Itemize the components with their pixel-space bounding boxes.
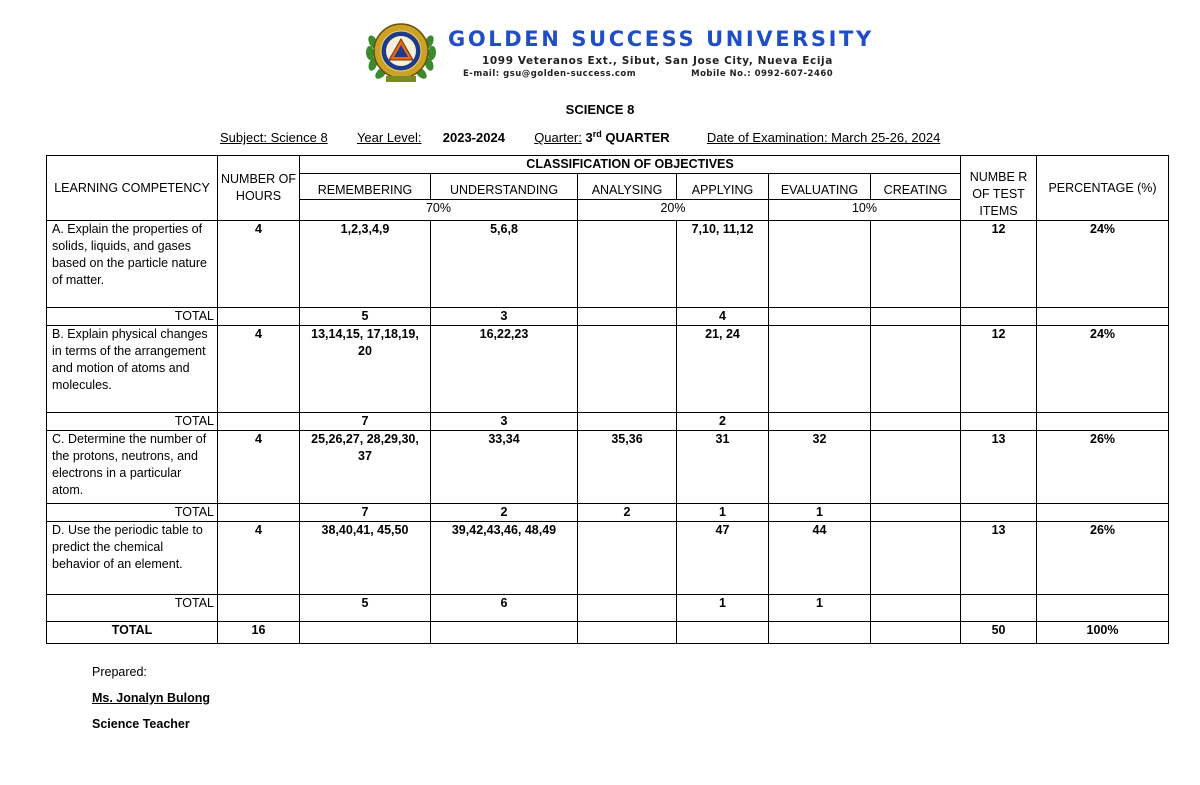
quarter-label: Quarter:	[534, 130, 582, 146]
header-understanding: UNDERSTANDING	[431, 174, 578, 200]
analysing-cell: 35,36	[578, 431, 677, 504]
percentage-cell: 24%	[1037, 326, 1169, 413]
total-label: TOTAL	[47, 504, 218, 522]
total-applying: 1	[677, 595, 769, 622]
university-contact	[463, 69, 833, 79]
analysing-cell	[578, 326, 677, 413]
header-test-items: NUMBE R OF TEST ITEMS	[961, 156, 1037, 221]
creating-cell	[871, 326, 961, 413]
hours-cell: 4	[218, 221, 300, 308]
table-row	[47, 221, 1169, 308]
table-row	[47, 326, 1169, 413]
header-competency: LEARNING COMPETENCY	[47, 156, 218, 221]
percentage-cell: 24%	[1037, 221, 1169, 308]
university-name: GOLDEN SUCCESS UNIVERSITY	[448, 27, 874, 51]
total-label: TOTAL	[47, 595, 218, 622]
total-remembering: 7	[300, 413, 431, 431]
evaluating-cell	[769, 326, 871, 413]
remembering-cell: 25,26,27, 28,29,30, 37	[300, 431, 431, 504]
remembering-cell: 38,40,41, 45,50	[300, 522, 431, 595]
competency-cell: C. Determine the number of the protons, neutrons, and electrons in a particular atom.	[47, 431, 218, 504]
items-cell: 13	[961, 431, 1037, 504]
applying-cell: 47	[677, 522, 769, 595]
items-cell: 13	[961, 522, 1037, 595]
percentage-cell: 26%	[1037, 522, 1169, 595]
understanding-cell: 33,34	[431, 431, 578, 504]
remembering-cell: 1,2,3,4,9	[300, 221, 431, 308]
header-classification: CLASSIFICATION OF OBJECTIVES	[300, 156, 961, 174]
remembering-cell: 13,14,15, 17,18,19, 20	[300, 326, 431, 413]
year-level-value: 2023-2024	[442, 130, 505, 146]
university-email: E-mail: gsu@golden-success.com	[463, 69, 637, 79]
hours-cell: 4	[218, 326, 300, 413]
table-row	[47, 522, 1169, 595]
competency-cell: B. Explain physical changes in terms of the arrangement and motion of atoms and molecules.	[47, 326, 218, 413]
understanding-cell: 16,22,23	[431, 326, 578, 413]
competency-cell: D. Use the periodic table to predict the chemical behavior of an element.	[47, 522, 218, 595]
total-evaluating: 1	[769, 504, 871, 522]
grand-total-row	[47, 622, 1169, 644]
evaluating-cell: 44	[769, 522, 871, 595]
competency-cell: A. Explain the properties of solids, liquids, and gases based on the particle nature of matter.	[47, 221, 218, 308]
total-understanding: 3	[431, 308, 578, 326]
understanding-cell: 5,6,8	[431, 221, 578, 308]
total-applying: 2	[677, 413, 769, 431]
exam-meta-line	[220, 129, 940, 145]
university-mobile: Mobile No.: 0992-607-2460	[691, 69, 834, 79]
header-pct-hots: 10%	[769, 200, 961, 221]
total-row	[47, 504, 1169, 522]
total-understanding: 2	[431, 504, 578, 522]
applying-cell: 21, 24	[677, 326, 769, 413]
table-row	[47, 431, 1169, 504]
total-applying: 4	[677, 308, 769, 326]
header-applying: APPLYING	[677, 174, 769, 200]
understanding-cell: 39,42,43,46, 48,49	[431, 522, 578, 595]
hours-cell: 4	[218, 431, 300, 504]
items-cell: 12	[961, 326, 1037, 413]
hours-cell: 4	[218, 522, 300, 595]
creating-cell	[871, 431, 961, 504]
header-remembering: REMEMBERING	[300, 174, 431, 200]
percentage-cell: 26%	[1037, 431, 1169, 504]
year-level-label: Year Level:	[356, 130, 422, 146]
university-address: 1099 Veteranos Ext., Sibut, San Jose City, Nueva Ecija	[482, 55, 833, 67]
total-analysing	[578, 595, 677, 622]
applying-cell: 7,10, 11,12	[677, 221, 769, 308]
exam-date-text: Date of Examination: March 25-26, 2024	[706, 130, 941, 146]
total-evaluating: 1	[769, 595, 871, 622]
total-analysing: 2	[578, 504, 677, 522]
total-remembering: 5	[300, 595, 431, 622]
grand-total-hours: 16	[218, 622, 300, 644]
letterhead	[0, 18, 1200, 88]
evaluating-cell: 32	[769, 431, 871, 504]
header-percentage: PERCENTAGE (%)	[1037, 156, 1169, 221]
total-understanding: 3	[431, 413, 578, 431]
grand-total-label: TOTAL	[47, 622, 218, 644]
table-of-specifications	[46, 155, 1169, 644]
grand-total-percentage: 100%	[1037, 622, 1169, 644]
items-cell: 12	[961, 221, 1037, 308]
total-row	[47, 413, 1169, 431]
subject-text: Subject: Science 8	[220, 130, 328, 146]
applying-cell: 31	[677, 431, 769, 504]
total-remembering: 7	[300, 504, 431, 522]
total-analysing	[578, 308, 677, 326]
total-evaluating	[769, 413, 871, 431]
total-analysing	[578, 413, 677, 431]
total-label: TOTAL	[47, 413, 218, 431]
total-row	[47, 308, 1169, 326]
header-evaluating: EVALUATING	[769, 174, 871, 200]
total-understanding: 6	[431, 595, 578, 622]
creating-cell	[871, 221, 961, 308]
header-creating: CREATING	[871, 174, 961, 200]
analysing-cell	[578, 522, 677, 595]
university-seal-icon	[364, 20, 438, 84]
quarter-value: 3rd QUARTER	[585, 129, 670, 146]
total-remembering: 5	[300, 308, 431, 326]
document-title: SCIENCE 8	[565, 102, 635, 117]
grand-total-items: 50	[961, 622, 1037, 644]
total-evaluating	[769, 308, 871, 326]
total-row	[47, 595, 1169, 622]
header-hours: NUMBER OF HOURS	[218, 156, 300, 221]
teacher-title: Science Teacher	[92, 717, 190, 731]
header-pct-mid: 20%	[578, 200, 769, 221]
creating-cell	[871, 522, 961, 595]
total-label: TOTAL	[47, 308, 218, 326]
teacher-name: Ms. Jonalyn Bulong	[92, 691, 211, 705]
prepared-label: Prepared:	[92, 665, 147, 679]
header-analysing: ANALYSING	[578, 174, 677, 200]
evaluating-cell	[769, 221, 871, 308]
header-pct-lots: 70%	[300, 200, 578, 221]
analysing-cell	[578, 221, 677, 308]
total-applying: 1	[677, 504, 769, 522]
